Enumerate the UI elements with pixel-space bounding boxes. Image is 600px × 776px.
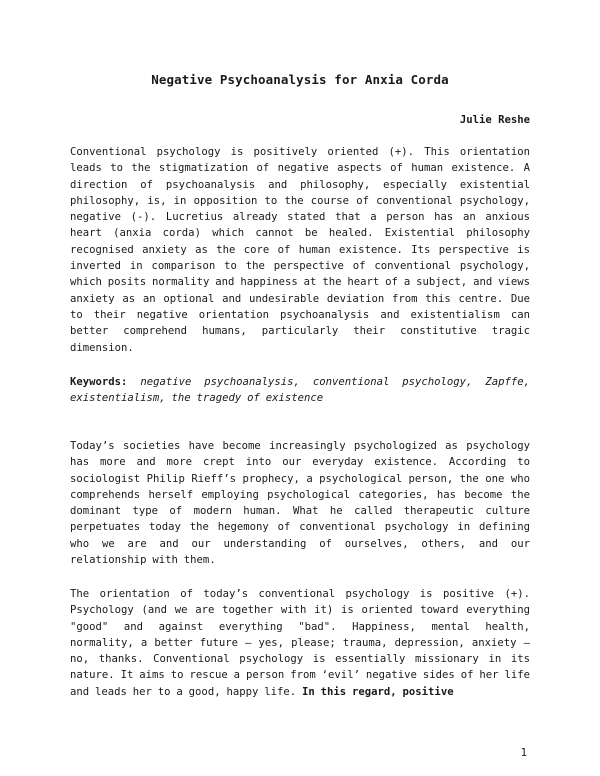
- body-paragraph-2-bold-text: In this regard, positive: [302, 685, 454, 698]
- author-name: Julie Reshe: [459, 114, 530, 126]
- keywords-line: [70, 374, 530, 407]
- body-paragraph-2-text: The orientation of today’s conventional psychology is positive (+). Psychology (and we are together with it) is oriented toward everything "good" and against everything "bad". Happiness, mental health, normality, a better future – yes, please; trauma, depression, anxiety – no, thanks. Conventional psychology is essentially missionary in its nature. It aims to rescue a person from ‘evil’ negative sides of her life and leads her to a good, happy life.: [70, 588, 530, 698]
- body-paragraph-1: Today’s societies have become increasingly psychologized as psychology has more and more crept into our everyday existence. According to sociologist Philip Rieff’s prophecy, a psychological person, the one who comprehends herself employing psychological categories, has become the dominant type of modern human. What he called therapeutic culture perpetuates today the hegemony of conventional psychology in defining who we are and our understanding of ourselves, others, and our relationship with them.: [70, 440, 530, 567]
- paper-title: Negative Psychoanalysis for Anxia Corda: [151, 72, 449, 87]
- body-paragraph-2: [70, 586, 530, 700]
- keywords-label: Keywords:: [70, 376, 128, 388]
- page-number: 1: [520, 747, 527, 759]
- keywords-text: negative psychoanalysis, conventional psychology, Zapffe, existentialism, the tragedy of existence: [70, 376, 530, 405]
- abstract-paragraph: Conventional psychology is positively oriented (+). This orientation leads to the stigmatization of negative aspects of human existence. A direction of psychoanalysis and philosophy, especially existential philosophy, is, in opposition to the course of conventional psychology, negative (-). Lucretius already stated that a person has an anxious heart (anxia corda) which cannot be healed. Existential philosophy recognised anxiety as the core of human existence. Its perspective is inverted in comparison to the perspective of conventional psychology, which posits normality and happiness at the heart of a subject, and views anxiety as an optional and undesirable deviation from this centre. Due to their negative orientation psychoanalysis and existentialism can better comprehend humans, particularly their constitutive tragic dimension.: [70, 146, 530, 354]
